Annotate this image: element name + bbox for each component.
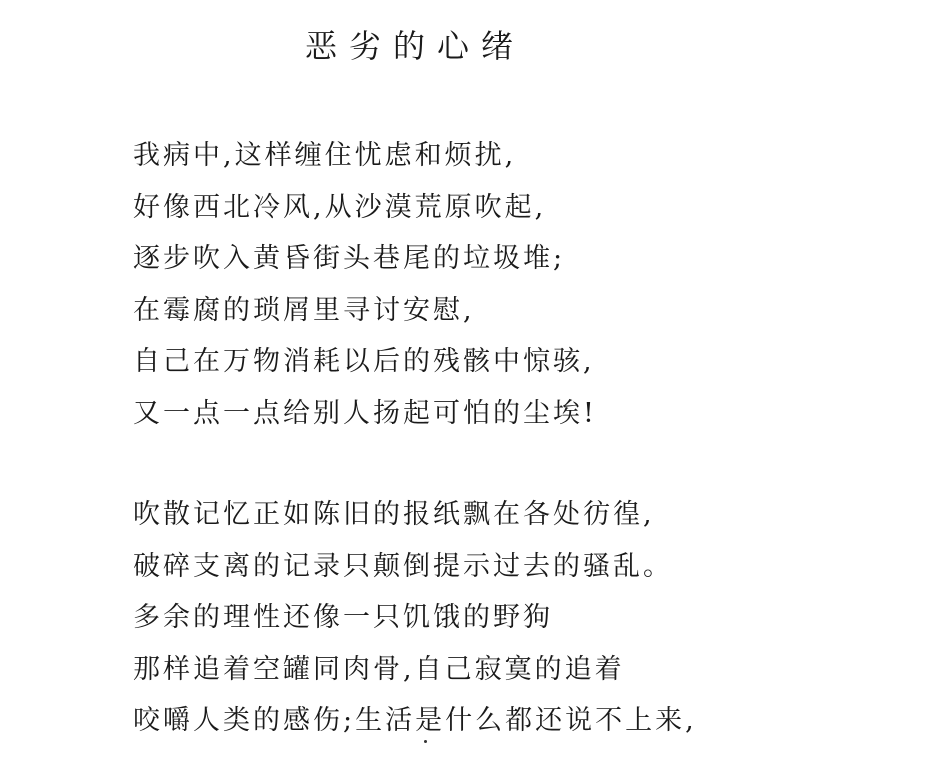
poem-line: 逐步吹入黄昏街头巷尾的垃圾堆; bbox=[133, 243, 566, 274]
poem-title: 恶劣的心绪 bbox=[304, 27, 525, 65]
scan-speck bbox=[424, 740, 427, 743]
poem-line: 破碎支离的记录只颠倒提示过去的骚乱。 bbox=[133, 550, 673, 582]
poem-line: 吹散记忆正如陈旧的报纸飘在各处彷徨, bbox=[133, 499, 655, 530]
poem-line: 咬嚼人类的感伤;生活是什么都还说不上来, bbox=[133, 705, 697, 736]
poem-line: 在霉腐的琐屑里寻讨安慰, bbox=[133, 294, 475, 326]
poem-line: 那样追着空罐同肉骨,自己寂寞的追着 bbox=[133, 653, 625, 685]
poem-line: 又一点一点给别人扬起可怕的尘埃! bbox=[133, 397, 597, 429]
stanza-2 bbox=[133, 489, 697, 747]
poem-line: 好像西北冷风,从沙漠荒原吹起, bbox=[133, 191, 547, 223]
poem-line: 自己在万物消耗以后的残骸中惊骇, bbox=[133, 346, 595, 377]
poem-line: 多余的理性还像一只饥饿的野狗 bbox=[133, 602, 553, 633]
stanza-1 bbox=[133, 130, 597, 439]
poem-line: 我病中,这样缠住忧虑和烦扰, bbox=[133, 140, 517, 171]
